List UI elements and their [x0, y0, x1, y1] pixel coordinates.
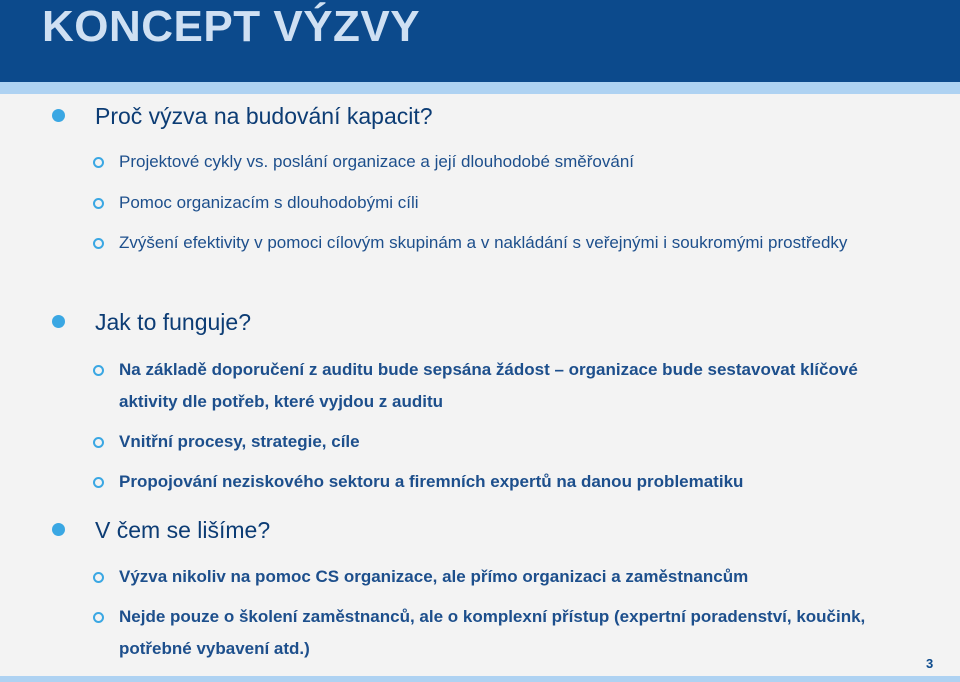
section-heading-difference [95, 516, 270, 544]
section-heading-text: V čem se lišíme? [95, 517, 271, 543]
list-item [119, 354, 879, 418]
section-heading-why [95, 102, 433, 130]
footer-accent-stripe [0, 676, 960, 682]
ring-bullet-icon [93, 572, 104, 583]
list-item-text: Nejde pouze o školení zaměstnanců, ale o komplexní přístup (expertní poradenství, koučink, potřebné vybavení atd.) [119, 607, 866, 658]
list-item [119, 466, 899, 498]
list-item-text: Propojování neziskového sektoru a firemních expertů na danou problematiku [119, 472, 744, 491]
ring-bullet-icon [93, 198, 104, 209]
ring-bullet-icon [93, 477, 104, 488]
list-item [119, 561, 899, 593]
filled-bullet-icon [52, 315, 65, 328]
header-accent-stripe [0, 82, 960, 94]
section-heading-text: Jak to funguje? [95, 309, 252, 335]
page-number: 3 [926, 656, 934, 671]
title-bar [0, 0, 960, 82]
list-item-text: Na základě doporučení z auditu bude sepsána žádost – organizace bude sestavovat klíčové aktivity dle potřeb, které vyjdou z auditu [119, 360, 858, 411]
ring-bullet-icon [93, 437, 104, 448]
list-item [119, 227, 889, 259]
section-heading-how [95, 308, 251, 336]
list-item-text: Výzva nikoliv na pomoc CS organizace, ale přímo organizaci a zaměstnancům [119, 567, 749, 586]
list-item [119, 146, 899, 178]
ring-bullet-icon [93, 157, 104, 168]
list-item-text: Projektové cykly vs. poslání organizace a její dlouhodobé směřování [119, 152, 635, 171]
section-heading-text: Proč výzva na budování kapacit? [95, 103, 433, 129]
ring-bullet-icon [93, 365, 104, 376]
filled-bullet-icon [52, 109, 65, 122]
list-item-text: Zvýšení efektivity v pomoci cílovým skupinám a v nakládání s veřejnými i soukromými prostředky [119, 233, 848, 252]
list-item [119, 601, 879, 665]
slide-title: KONCEPT VÝZVY [42, 2, 421, 51]
list-item [119, 187, 899, 219]
ring-bullet-icon [93, 612, 104, 623]
ring-bullet-icon [93, 238, 104, 249]
list-item-text: Vnitřní procesy, strategie, cíle [119, 432, 360, 451]
list-item [119, 426, 899, 458]
list-item-text: Pomoc organizacím s dlouhodobými cíli [119, 193, 419, 212]
filled-bullet-icon [52, 523, 65, 536]
